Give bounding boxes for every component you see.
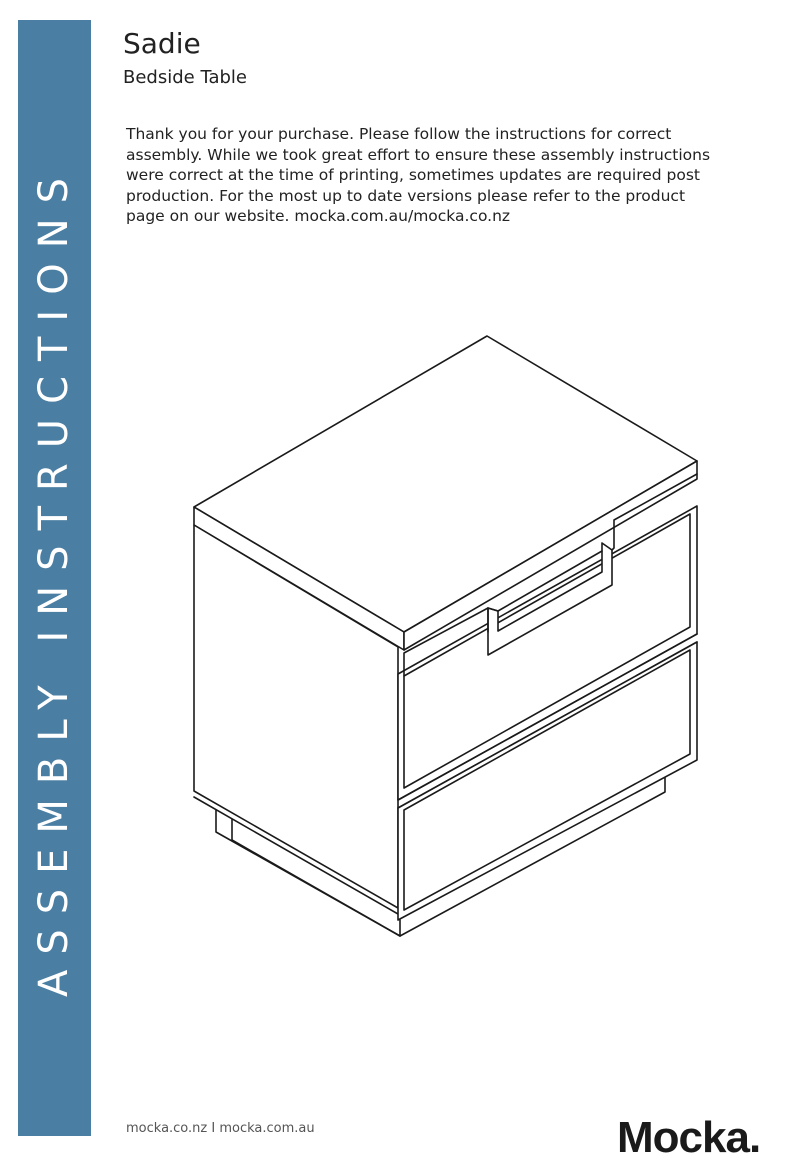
intro-paragraph [126,124,776,227]
intro-line: page on our website. mocka.com.au/mocka.co.nz [126,207,511,225]
intro-line: assembly. While we took great effort to ensure these assembly instructions [126,145,711,164]
side-band-title: ASSEMBLY INSTRUCTIONS [31,162,77,998]
intro-line: were correct at the time of printing, sometimes updates are required post [126,166,700,184]
mocka-logo: Mocka. [617,1113,761,1162]
intro-line: production. For the most up to date versions please refer to the product [126,186,686,205]
intro-line: Thank you for your purchase. Please follow the instructions for correct [126,125,672,143]
product-subtitle: Bedside Table [123,67,247,88]
bedside-table-illustration [180,325,720,945]
footer-urls: mocka.co.nz I mocka.com.au [126,1121,315,1136]
product-title: Sadie [123,27,201,60]
